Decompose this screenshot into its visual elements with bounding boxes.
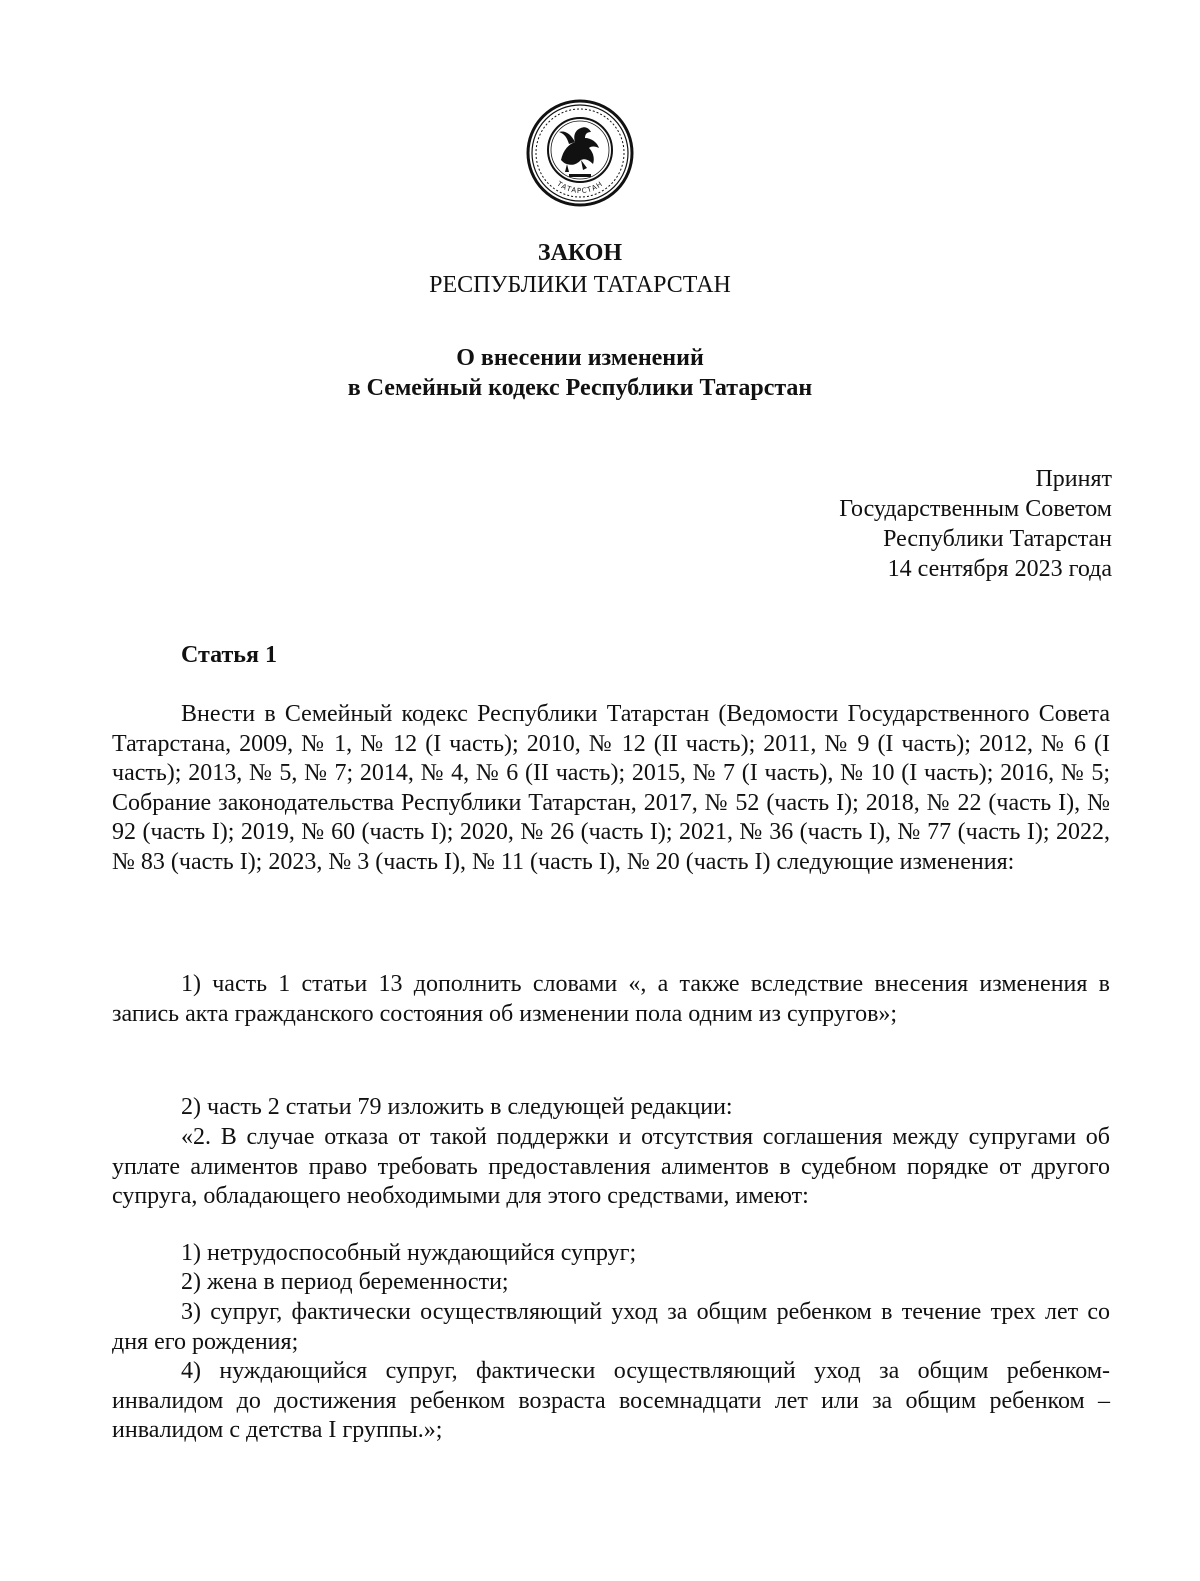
adoption-line: Республики Татарстан bbox=[883, 526, 1112, 552]
amendment-item-1: 1) часть 1 статьи 13 дополнить словами «, а также вследствие внесения изменения в запись акта гражданского состояния об изменении пола одним из супругов»; bbox=[112, 971, 1110, 1027]
law-subject-line2: в Семейный кодекс Республики Татарстан bbox=[347, 375, 813, 401]
article-intro-paragraph: Внести в Семейный кодекс Республики Татарстан (Ведомости Государственного Совета Татарстана, 2009, № 1, № 12 (I часть); 2010, № 12 (II часть); 2011, № 9 (I часть); 2012, № 6 (I часть); 2013, № 5, № 7; 2014, № 4, № 6 (II часть); 2015, № 7 (I часть), № 10 (I часть); 2016, № 5; Собрание законодательства Республики Татарстан, 2017, № 52 (часть I); 2018, № 22 (часть I), № 92 (часть I); 2019, № 60 (часть I); 2020, № 26 (часть I); 2021, № 36 (часть I), № 77 (часть I); 2022, № 83 (часть I); 2023, № 3 (часть I), № 11 (часть I), № 20 (часть I) следующие изменения: bbox=[112, 701, 1110, 875]
quoted-subitem-2: 2) жена в период беременности; bbox=[181, 1269, 509, 1295]
adoption-date: 14 сентября 2023 года bbox=[887, 556, 1112, 582]
adoption-line: Государственным Советом bbox=[839, 496, 1112, 522]
quoted-subitem-1: 1) нетрудоспособный нуждающийся супруг; bbox=[181, 1240, 637, 1266]
adoption-line: Принят bbox=[1035, 466, 1112, 492]
emblem-inscription: ТАТАРСТАН bbox=[555, 179, 605, 196]
law-type-heading: ЗАКОН bbox=[537, 240, 623, 266]
article-heading: Статья 1 bbox=[181, 642, 277, 668]
law-subject-line1: О внесении изменений bbox=[456, 345, 704, 371]
tatarstan-coat-of-arms-icon bbox=[525, 98, 635, 208]
adoption-block bbox=[839, 464, 1112, 584]
quoted-text-paragraph: «2. В случае отказа от такой поддержки и отсутствия соглашения между супругами об уплате алиментов право требовать предоставления алиментов в судебном порядке от другого супруга, обладающего необходимыми для этого средствами, имеют: bbox=[112, 1124, 1110, 1209]
quoted-subitem-3: 3) супруг, фактически осуществляющий уход за общим ребенком в течение трех лет со дня его рождения; bbox=[112, 1299, 1110, 1355]
amendment-item-2: 2) часть 2 статьи 79 изложить в следующей редакции: bbox=[181, 1094, 733, 1120]
law-republic-heading: РЕСПУБЛИКИ ТАТАРСТАН bbox=[429, 272, 731, 298]
quoted-subitem-4: 4) нуждающийся супруг, фактически осуществляющий уход за общим ребенком-инвалидом до достижения ребенком возраста восемнадцати лет или за общим ребенком – инвалидом с детства I группы.»; bbox=[112, 1358, 1110, 1443]
